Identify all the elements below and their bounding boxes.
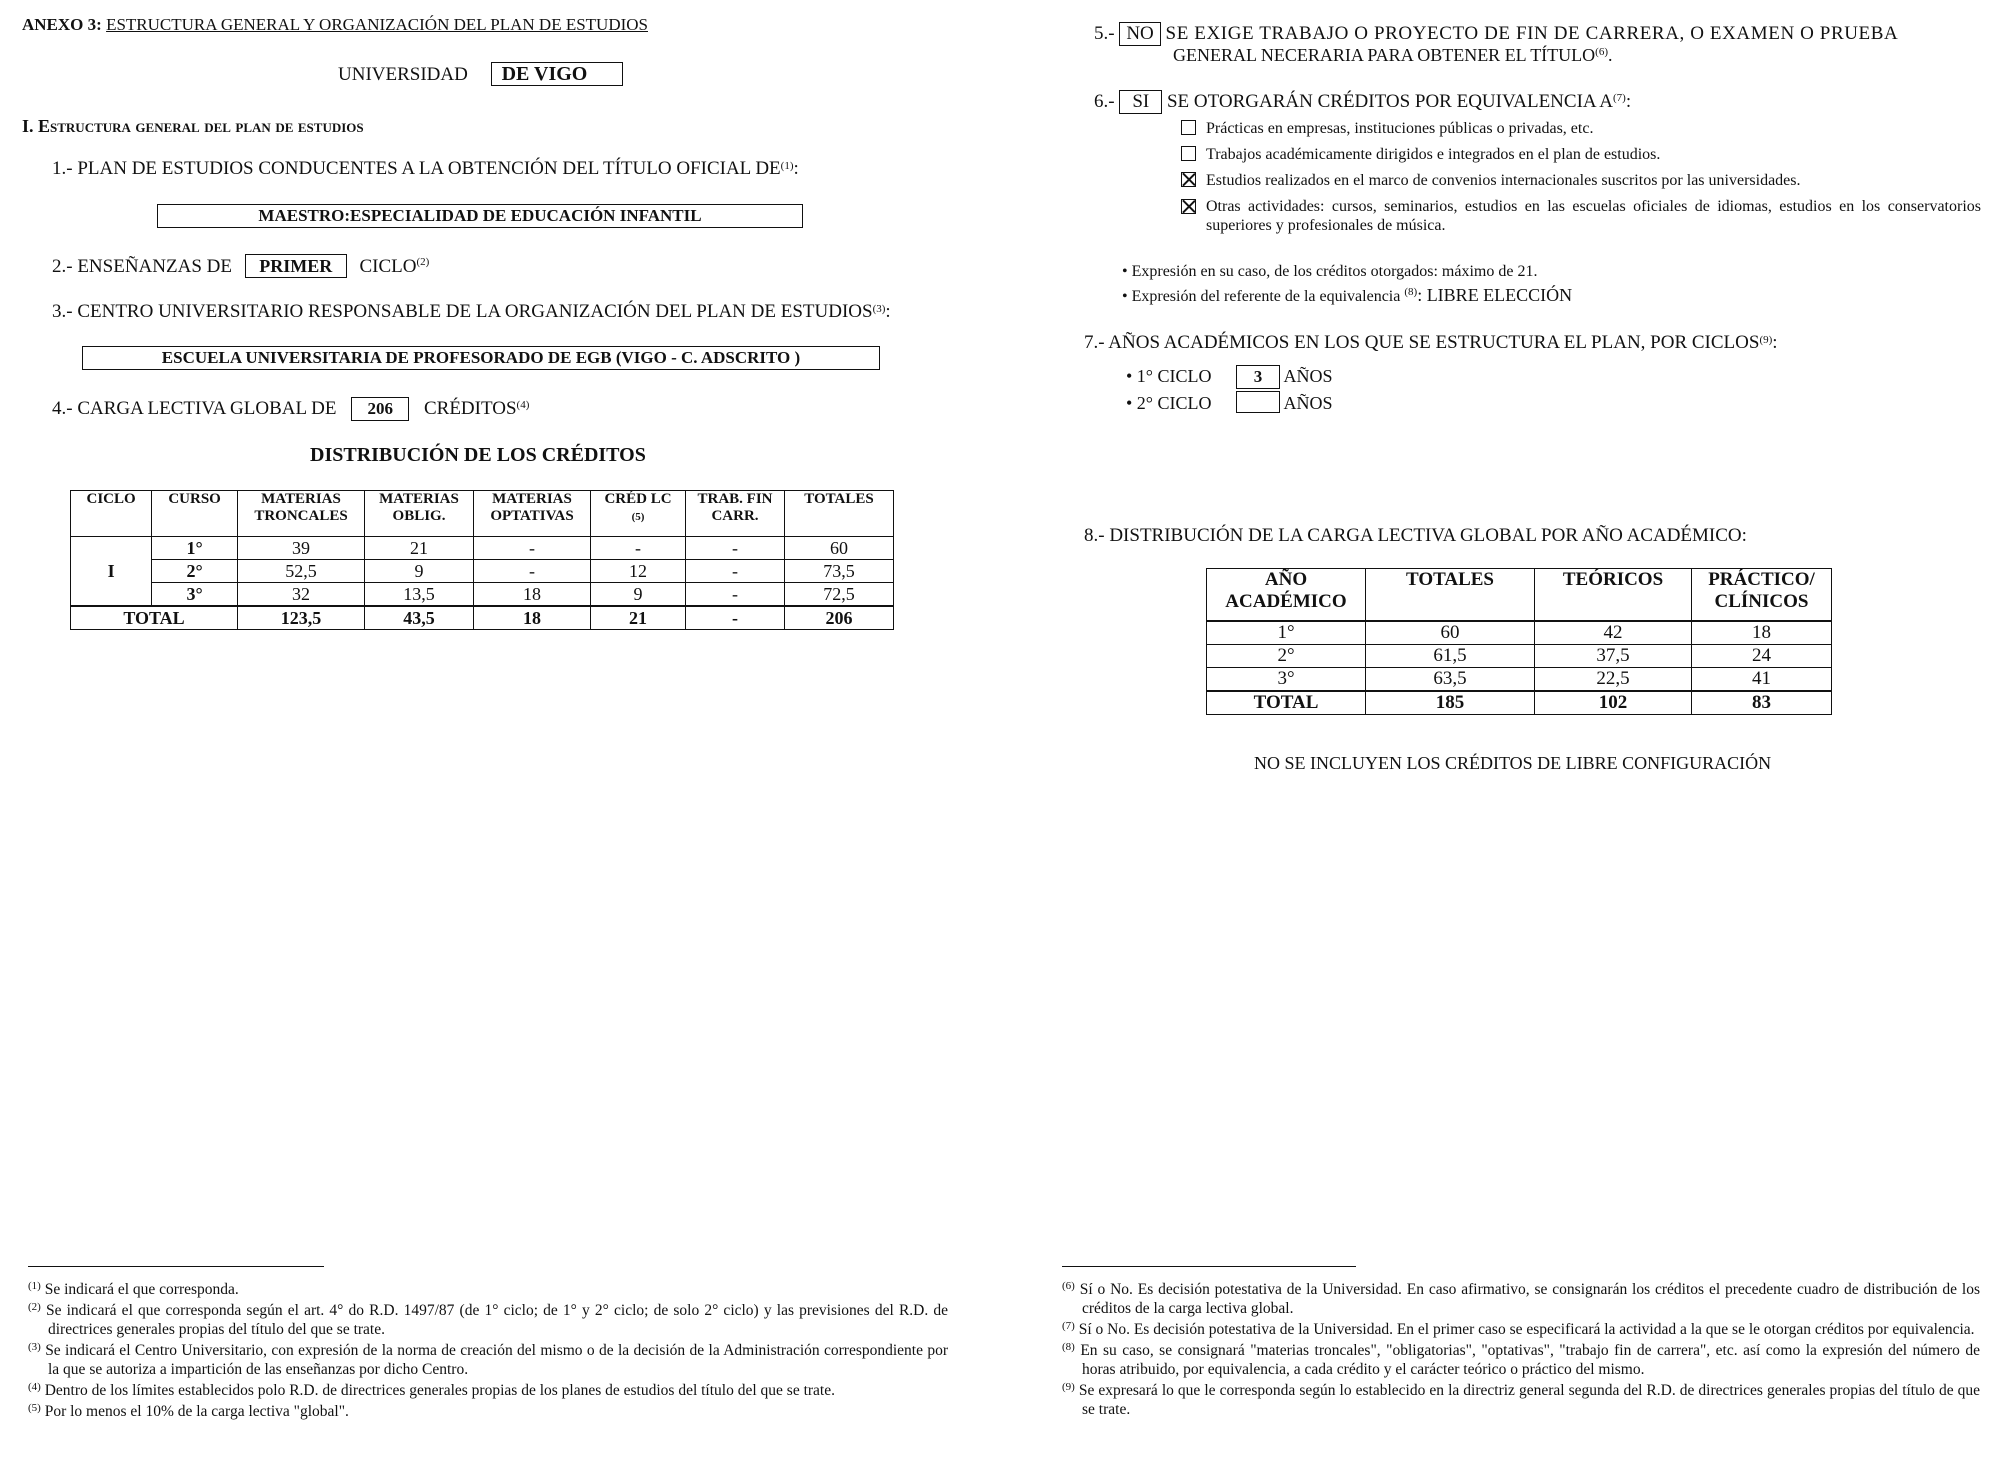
credits-ciclo-cell: I — [71, 537, 152, 607]
credits-total-cell: 43,5 — [365, 606, 474, 630]
credits-cell: 12 — [591, 560, 686, 583]
credits-total-cell: 18 — [474, 606, 591, 630]
cycle1-value: 3 — [1236, 365, 1280, 389]
item3-line: 3.- CENTRO UNIVERSITARIO RESPONSABLE DE LA ORGANIZACIÓN DEL PLAN DE ESTUDIOS$^{(3)}$: — [52, 301, 891, 322]
cycle2-value — [1236, 391, 1280, 413]
credits-cell: - — [591, 537, 686, 560]
item5-value: NO — [1119, 22, 1160, 46]
item2-value: PRIMER — [245, 254, 347, 278]
year-total-row — [1207, 691, 1832, 715]
year-cell: 37,5 — [1535, 644, 1692, 667]
year-cell: 60 — [1366, 621, 1535, 645]
credits-cell: 3° — [152, 583, 238, 607]
year-header-ano: AÑO ACADÉMICO — [1207, 569, 1366, 621]
credits-cell: 60 — [785, 537, 894, 560]
checkbox-label: Estudios realizados en el marco de convenios internacionales suscritos por las universidades. — [1206, 172, 1801, 189]
year-cell: 2° — [1207, 644, 1366, 667]
credits-header-totales: TOTALES — [785, 491, 894, 537]
item3-sup: (3) — [872, 303, 886, 315]
item3-value-box: ESCUELA UNIVERSITARIA DE PROFESORADO DE EGB (VIGO - C. ADSCRITO ) — [82, 346, 880, 370]
credits-cell: 18 — [474, 583, 591, 607]
item5-num: 5.- — [1094, 23, 1115, 44]
year-cell: 42 — [1535, 621, 1692, 645]
year-total-cell: TOTAL — [1207, 691, 1366, 715]
checkbox-otras — [1181, 197, 1981, 235]
right-page — [1000, 0, 1998, 1463]
item1-label: 1.- PLAN DE ESTUDIOS CONDUCENTES A LA OBTENCIÓN DEL TÍTULO OFICIAL DE — [52, 158, 781, 179]
year-cell: 22,5 — [1535, 667, 1692, 691]
credits-cell: 9 — [591, 583, 686, 607]
bullet-referente — [1122, 286, 1572, 306]
credits-cell: 73,5 — [785, 560, 894, 583]
year-header-practicos: PRÁCTICO/ CLÍNICOS — [1692, 569, 1832, 621]
credits-header-optativas: MATERIAS OPTATIVAS — [474, 491, 591, 537]
credits-header-trab: TRAB. FIN CARR. — [686, 491, 785, 537]
bullet-creditos: • Expresión en su caso, de los créditos otorgados: máximo de 21. — [1122, 263, 1538, 280]
footnote-text: Se indicará el que corresponda. — [44, 1281, 239, 1298]
credits-header-oblig: MATERIAS OBLIG. — [365, 491, 474, 537]
section-title: I. Estructura general del plan de estudios — [22, 116, 364, 136]
credits-table — [70, 490, 894, 630]
credits-header-credlc-label: CRÉD LC — [604, 491, 672, 507]
item4-value: 206 — [351, 397, 409, 421]
bullet2-post: : LIBRE ELECCIÓN — [1417, 285, 1573, 305]
item3-label: 3.- CENTRO UNIVERSITARIO RESPONSABLE DE LA ORGANIZACIÓN DEL PLAN DE ESTUDIOS — [52, 301, 873, 322]
item7-text: 7.- AÑOS ACADÉMICOS EN LOS QUE SE ESTRUCTURA EL PLAN, POR CICLOS — [1084, 332, 1760, 353]
year-row-2 — [1207, 644, 1832, 667]
distribution-title: DISTRIBUCIÓN DE LOS CRÉDITOS — [310, 444, 646, 466]
checkbox-convenios — [1181, 171, 1801, 190]
footnote-item — [1062, 1381, 1980, 1419]
item1-line: 1.- PLAN DE ESTUDIOS CONDUCENTES A LA OBTENCIÓN DEL TÍTULO OFICIAL DE$^{(1)}$: — [52, 158, 799, 179]
bullet2-sup: (8) — [1404, 286, 1418, 298]
credits-cell: 13,5 — [365, 583, 474, 607]
footnote-rule — [1062, 1266, 1356, 1267]
cycle2-unit: AÑOS — [1283, 393, 1333, 413]
footnote-text: Dentro de los límites establecidos polo R.D. de directrices generales propias de los planes de estudios del título del que se trate. — [44, 1382, 835, 1399]
credits-total-row — [71, 606, 894, 630]
credits-cell: 39 — [238, 537, 365, 560]
credits-total-label: TOTAL — [71, 606, 238, 630]
credits-total-cell: 123,5 — [238, 606, 365, 630]
footnote-text: Se indicará el Centro Universitario, con expresión de la norma de creación del mismo o de la decisión de la Administración correspondiente por la que se autoriza a impartición de las enseñanzas por dicho Centro. — [45, 1342, 948, 1378]
footnote-rule — [28, 1266, 324, 1267]
annex-title: ESTRUCTURA GENERAL Y ORGANIZACIÓN DEL PLAN DE ESTUDIOS — [106, 15, 648, 34]
cycle2-line — [1126, 391, 1333, 414]
item6-text: SE OTORGARÁN CRÉDITOS POR EQUIVALENCIA A — [1166, 91, 1614, 112]
year-header-totales: TOTALES — [1366, 569, 1535, 621]
item4-sup: (4) — [516, 399, 530, 411]
credits-header-credlc — [591, 491, 686, 537]
credits-total-cell: - — [686, 606, 785, 630]
libre-config-note: NO SE INCLUYEN LOS CRÉDITOS DE LIBRE CONFIGURACIÓN — [1254, 753, 1772, 773]
item5-text2-line: GENERAL NECERARIA PARA OBTENER EL TÍTULO$^{(6)}$. — [1173, 45, 1613, 65]
item2-suffix: CICLO — [359, 256, 417, 277]
item4-suffix: CRÉDITOS — [423, 398, 517, 419]
item6-line: 6.- SI SE OTORGARÁN CRÉDITOS POR EQUIVALENCIA $A^{(7)}$: — [1094, 91, 1632, 112]
item5-sup: (6) — [1595, 46, 1608, 58]
footnote-num: (5) — [28, 1402, 41, 1414]
item6-num: 6.- — [1094, 91, 1115, 112]
footnote-text: Sí o No. Es decisión potestativa de la Universidad. En el primer caso se especificará la actividad a la que se le otorgan créditos por equivalencia. — [1078, 1321, 1975, 1338]
footnote-item — [28, 1381, 948, 1400]
year-table — [1206, 568, 1832, 715]
footnote-text: Se expresará lo que le corresponda según lo establecido en la directriz general segunda del R.D. de directrices generales propias del título de que se trate. — [1078, 1382, 1981, 1418]
item4-label: 4.- CARGA LECTIVA GLOBAL DE — [52, 398, 337, 419]
credits-row-2 — [71, 560, 894, 583]
credits-total-cell: 206 — [785, 606, 894, 630]
bullet2-pre: • Expresión del referente de la equivalencia — [1122, 288, 1401, 305]
credits-row-3 — [71, 583, 894, 607]
item5-text2: GENERAL NECERARIA PARA OBTENER EL TÍTULO — [1173, 45, 1596, 65]
annex-heading — [22, 14, 648, 36]
footnote-num: (2) — [28, 1301, 41, 1313]
credits-cell: - — [686, 537, 785, 560]
credits-cell: - — [686, 583, 785, 607]
footnote-num: (4) — [28, 1381, 41, 1393]
item6-value: SI — [1119, 90, 1162, 114]
credits-cell: - — [686, 560, 785, 583]
item7-line: 7.- AÑOS ACADÉMICOS EN LOS QUE SE ESTRUCTURA EL PLAN, POR CICLOS$^{(9)}$: — [1084, 332, 1778, 353]
credits-cell: 21 — [365, 537, 474, 560]
year-cell: 41 — [1692, 667, 1832, 691]
footnote-text: En su caso, se consignará "materias troncales", "obligatorias", "optativas", "trabajo fin de carrera", etc. así como la expresión del número de horas atribuido, por equivalencia, a cada crédito y el carácter teórico o práctico del mismo. — [1080, 1342, 1980, 1378]
university-label: UNIVERSIDAD — [338, 64, 468, 85]
item6-sup: (7) — [1613, 92, 1626, 104]
credits-header-credlc-sup: (5) — [631, 511, 645, 523]
checkbox-label: Otras actividades: cursos, seminarios, estudios en las escuelas oficiales de idiomas, estudios en los conservatorios superiores y profesionales de música. — [1206, 198, 1981, 234]
year-cell: 1° — [1207, 621, 1366, 645]
footnote-item — [28, 1280, 948, 1299]
credits-cell: 1° — [152, 537, 238, 560]
credits-cell: 32 — [238, 583, 365, 607]
footnote-text: Por lo menos el 10% de la carga lectiva "global". — [44, 1403, 349, 1420]
item2-label: 2.- ENSEÑANZAS DE — [52, 256, 232, 277]
checkbox-checked-icon[interactable] — [1181, 172, 1196, 187]
left-page — [0, 0, 990, 1463]
university-line — [338, 62, 623, 86]
year-row-3 — [1207, 667, 1832, 691]
cycle2-label: • 2° CICLO — [1126, 393, 1212, 413]
footnote-num: (7) — [1062, 1320, 1075, 1332]
year-cell: 61,5 — [1366, 644, 1535, 667]
year-total-cell: 83 — [1692, 691, 1832, 715]
credits-total-cell: 21 — [591, 606, 686, 630]
checkbox-trabajos — [1181, 145, 1660, 164]
footnote-num: (1) — [28, 1280, 41, 1292]
checkbox-label: Prácticas en empresas, instituciones públicas o privadas, etc. — [1206, 120, 1594, 137]
credits-cell: 72,5 — [785, 583, 894, 607]
footnote-item — [28, 1402, 948, 1421]
item5-text1: SE EXIGE TRABAJO O PROYECTO DE FIN DE CARRERA, O EXAMEN O PRUEBA — [1165, 23, 1899, 44]
checkbox-unchecked-icon[interactable] — [1181, 120, 1196, 135]
credits-row-1 — [71, 537, 894, 560]
item1-value-box: MAESTRO:ESPECIALIDAD DE EDUCACIÓN INFANTIL — [157, 204, 803, 228]
year-cell: 24 — [1692, 644, 1832, 667]
item2-line — [52, 254, 429, 278]
cycle1-line — [1126, 365, 1333, 389]
item1-sup: (1) — [780, 160, 794, 172]
credits-cell: - — [474, 560, 591, 583]
left-footnotes — [28, 1280, 948, 1421]
footnote-num: (6) — [1062, 1280, 1075, 1292]
year-cell: 63,5 — [1366, 667, 1535, 691]
right-footnotes — [1062, 1280, 1980, 1419]
checkbox-practicas — [1181, 119, 1593, 138]
footnote-text: Sí o No. Es decisión potestativa de la Universidad. En caso afirmativo, se consignarán los créditos el precedente cuadro de distribución de los créditos de la carga lectiva global. — [1079, 1281, 1981, 1317]
footnote-item — [1062, 1320, 1980, 1339]
footnote-text: Se indicará el que corresponda según el art. 4° do R.D. 1497/87 (de 1° ciclo; de 1° y 2° ciclo; de solo 2° ciclo) y las previsiones del R.D. de directrices generales propias del título del que se trate. — [45, 1302, 949, 1338]
footnote-item — [28, 1341, 948, 1379]
credits-cell: 52,5 — [238, 560, 365, 583]
footnote-item — [1062, 1280, 1980, 1318]
year-header-teoricos: TEÓRICOS — [1535, 569, 1692, 621]
item8-text: 8.- DISTRIBUCIÓN DE LA CARGA LECTIVA GLOBAL POR AÑO ACADÉMICO: — [1084, 525, 1747, 546]
checkbox-unchecked-icon[interactable] — [1181, 146, 1196, 161]
footnote-item — [1062, 1341, 1980, 1379]
year-total-cell: 185 — [1366, 691, 1535, 715]
credits-cell: 9 — [365, 560, 474, 583]
item7-sup: (9) — [1759, 334, 1773, 346]
item5-line — [1094, 22, 1898, 46]
footnote-item — [28, 1301, 948, 1339]
year-cell: 3° — [1207, 667, 1366, 691]
credits-header-ciclo: CICLO — [71, 491, 152, 537]
university-value: DE VIGO — [491, 62, 623, 86]
cycle1-label: • 1° CICLO — [1126, 366, 1212, 386]
footnote-num: (3) — [28, 1341, 41, 1353]
footnote-num: (9) — [1062, 1381, 1075, 1393]
item2-sup: (2) — [416, 256, 430, 268]
footnote-num: (8) — [1062, 1341, 1075, 1353]
credits-header-curso: CURSO — [152, 491, 238, 537]
checkbox-checked-icon[interactable] — [1181, 199, 1196, 214]
year-total-cell: 102 — [1535, 691, 1692, 715]
checkbox-label: Trabajos académicamente dirigidos e integrados en el plan de estudios. — [1206, 146, 1661, 163]
annex-label: ANEXO 3: — [22, 15, 102, 34]
cycle1-unit: AÑOS — [1283, 366, 1333, 386]
credits-cell: - — [474, 537, 591, 560]
item4-line — [52, 397, 529, 421]
credits-header-troncales: MATERIAS TRONCALES — [238, 491, 365, 537]
year-cell: 18 — [1692, 621, 1832, 645]
credits-cell: 2° — [152, 560, 238, 583]
year-row-1 — [1207, 621, 1832, 645]
